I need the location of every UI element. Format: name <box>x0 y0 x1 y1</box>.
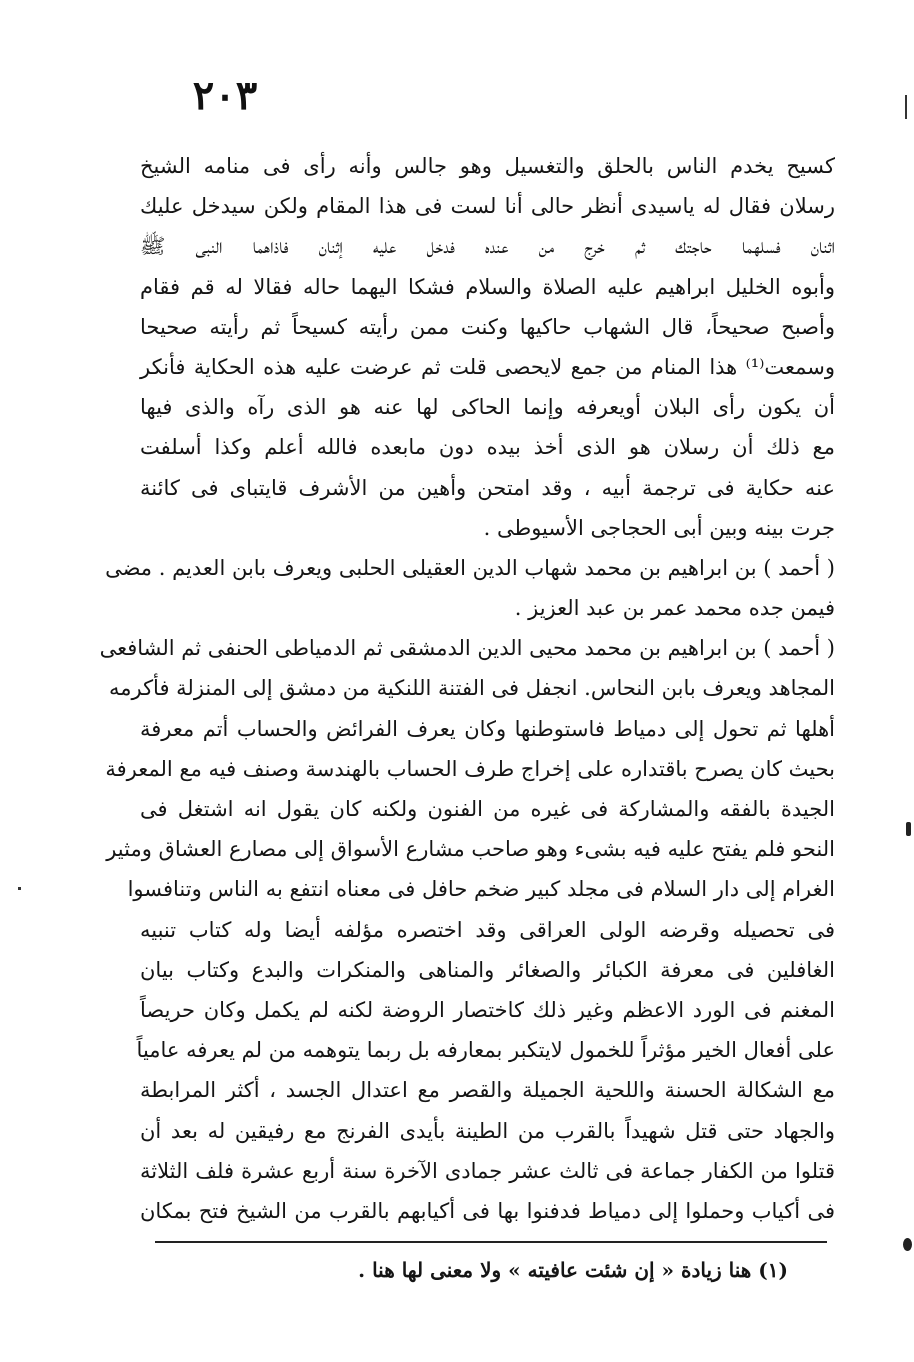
text-line: الغرام إلى دار السلام فى مجلد كبير ضخم حافل فى معناه انتفع به الناس وتنافسوا <box>127 877 835 902</box>
main-text-block <box>99 146 835 1231</box>
text-line: أن يكون رأى البلان أويعرفه وإنما الحاكى لها عنه هو الذى رآه والذى فيها <box>140 395 835 420</box>
text-line: أهلها ثم تحول إلى دمياط فاستوطنها وكان يعرف الفرائض والحساب أتم معرفة <box>140 716 835 741</box>
margin-speck <box>906 822 911 836</box>
margin-speck <box>903 1238 912 1251</box>
text-line: فى أكياب وحملوا إلى دمياط فدفنوا بها فى أكيابهم بالقرب من الشيخ فتح بمكان <box>140 1198 835 1223</box>
text-line: وسمعت⁽¹⁾ هذا المنام من جمع لايحصى قلت ثم عرضت عليه هذه الحكاية فأنكر <box>140 354 835 379</box>
page-number: ٢٠٣ <box>192 72 258 119</box>
text-line: المجاهد ويعرف بابن النحاس. انجفل فى الفتنة اللنكية من دمشق إلى المنزلة فأكرمه <box>108 676 835 701</box>
text-line: عنه حكاية فى ترجمة أبيه ، وقد امتحن وأهين من الأشرف قايتباى فى كائنة <box>140 475 835 500</box>
text-line: وأبوه الخليل ابراهيم عليه الصلاة والسلام فشكا اليهما حاله فقالا له قم فقام <box>140 274 835 299</box>
text-line: والجهاد حتى قتل شهيداً بالقرب من الطينة بأيدى الفرنج مع رفيقين له بعد أن <box>140 1118 835 1143</box>
footnote: (١) هنا زيادة « إن شئت عافيته » ولا معنى لها هنا . <box>358 1258 788 1282</box>
entry-heading-line: ( أحمد ) بن ابراهيم بن محمد محيى الدين الدمشقى ثم الدمياطى الحنفى ثم الشافعى <box>99 636 835 661</box>
text-line: قتلوا من الكفار جماعة فى ثالث عشر جمادى الآخرة سنة أربع عشرة فلف الثلاثة <box>140 1158 835 1183</box>
text-line: الغافلين فى معرفة الكبائر والصغائر والمناهى والمنكرات والبدع وكتاب بيان <box>140 957 835 982</box>
text-line: على أفعال الخير مؤثراً للخمول لايتكبر بمعارفه بل ربما يتوهمه من لم يعرفه عامياً <box>136 1038 835 1063</box>
text-line: جرت بينه وبين أبى الحجاجى الأسيوطى . <box>483 515 835 540</box>
text-line: مع ذلك أن رسلان هو الذى أخذ بيده دون مابعده فالله أعلم وكذا أسلفت <box>140 435 835 460</box>
text-line: المغنم فى الورد الاعظم وغير ذلك كاختصار الروضة لكنه لم يكمل وكان حريصاً <box>140 997 835 1022</box>
text-line: كسيح يخدم الناس بالحلق والتغسيل وهو جالس وأنه رأى فى منامه الشيخ <box>140 154 835 178</box>
text-line: فيمن جده محمد عمر بن عبد العزيز . <box>514 596 835 621</box>
text-line: بحيث كان يصرح باقتداره على إخراج طرف الحساب بالهندسة وصنف فيه مع المعرفة <box>105 756 835 781</box>
text-line: فى تحصيله وقرضه الولى العراقى وقد اختصره مؤلفه أيضا وله كتاب تنبيه <box>140 917 835 942</box>
text-line: وأصبح صحيحاً، قال الشهاب حاكيها وكنت ممن رأيته كسيحاً ثم رأيته صحيحا <box>140 314 835 339</box>
text-line: رسلان فقال له ياسيدى أنظر حالى أنا لست فى هذا المقام ولكن سيدخل عليك <box>140 194 835 219</box>
text-line: الجيدة بالفقه والمشاركة فى غيره من الفنون ولكنه كان يقول انه اشتغل فى <box>140 797 835 821</box>
entry-heading-line: ( أحمد ) بن ابراهيم بن محمد شهاب الدين العقيلى الحلبى ويعرف بابن العديم . مضى <box>105 555 835 580</box>
footnote-divider <box>155 1241 827 1243</box>
text-line: النحو فلم يفتح عليه فيه بشىء وهو صاحب مشارع الأسواق إلى مصارع العشاق ومثير <box>106 837 835 862</box>
text-line: مع الشكالة الحسنة واللحية الجميلة والقصر مع اعتدال الجسد ، أكثر المرابطة <box>140 1078 835 1103</box>
margin-dot <box>18 887 21 890</box>
margin-dot <box>905 95 907 119</box>
text-line: اثنان فسلهما حاجتك ثم خرج من عنده فدخل عليه إثنان فاذاهما النبى ﷺ <box>140 234 835 259</box>
